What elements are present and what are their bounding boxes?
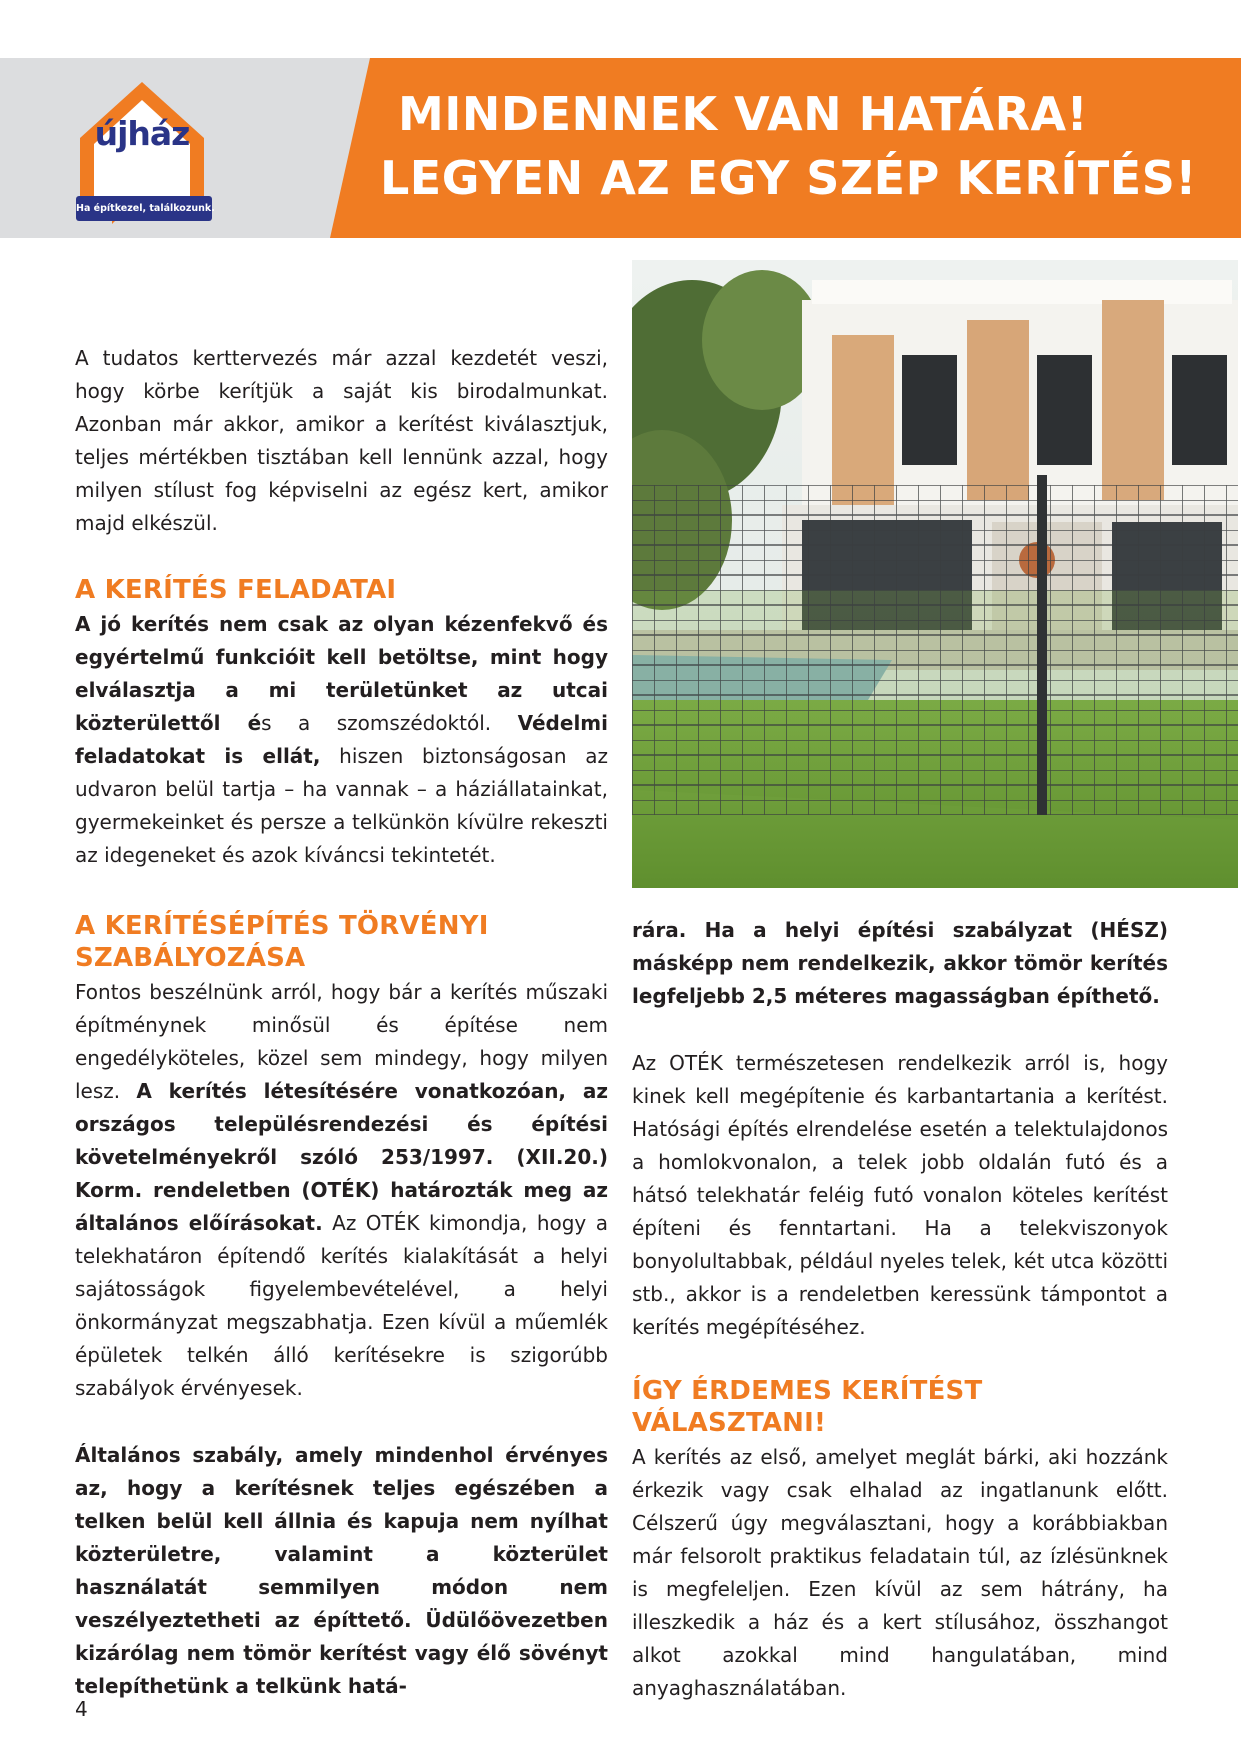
heading-line-1: A KERÍTÉSÉPÍTÉS TÖRVÉNYI — [75, 911, 489, 941]
section-paragraph — [632, 914, 1168, 1013]
bold-text: A kerítés létesítésére vonatkozóan, az országos településrendezési és építési követelményekről szóló 253/1997. (XII.20.) Korm. rendeletben (OTÉK) határozták meg az általános előírásokat. — [75, 1079, 608, 1235]
body-text: Fontos beszélnünk arról, hogy bár a kerítés műszaki építménynek minősül és építése nem engedélyköteles, közel sem mindegy, hogy milyen lesz. — [75, 980, 608, 1103]
heading-line-2: SZABÁLYOZÁSA — [75, 943, 306, 973]
section-heading: ÍGY ÉRDEMES KERÍTÉST VÁLASZTANI! — [632, 1376, 983, 1438]
house-fence-photo — [632, 260, 1238, 888]
body-text: hiszen biztonságosan az udvaron belül tartja – ha vannak – a háziállatainkat, gyermekeinket és persze a telkünkön kívülre rekeszti az idegeneket és azok kíváncsi tekintetét. — [75, 744, 608, 867]
body-text: Az OTÉK kimondja, hogy a telekhatáron építendő kerítés kialakítását a helyi sajátosságok figyelembevételével, a helyi önkormányzat megszabhatja. Ezen kívül a műemlék épületek telkén álló kerítésekre is szigorúbb szabályok érvényesek. — [75, 1211, 608, 1400]
section-how-to-choose — [632, 1375, 1168, 1705]
intro-paragraph-block — [75, 342, 608, 540]
intro-paragraph: A tudatos kerttervezés már azzal kezdetét veszi, hogy körbe kerítjük a saját kis birodalmunkat. Azonban már akkor, amikor a kerítést kiválasztjuk, teljes mértékben tisztában kell lennünk azzal, hogy milyen stílust fog képviselni az egész kert, amikor majd elkészül. — [75, 346, 608, 535]
body-text: s a szomszédoktól. — [261, 711, 518, 735]
regulation-continued — [632, 914, 1168, 1344]
section-paragraph — [75, 608, 608, 872]
bold-text: Védelmi feladatokat is ellát, — [75, 711, 608, 768]
section-fence-functions — [75, 574, 608, 872]
section-paragraph — [75, 976, 608, 1405]
section-heading: A KERÍTÉS FELADATAI — [75, 575, 397, 605]
bold-text: A jó kerítés nem csak az olyan kézenfekvő és egyértelmű funkcióit kell betöltse, mint hogy elválasztja a mi területünket az utcai közterülettől é — [75, 612, 608, 735]
page-number: 4 — [75, 1697, 88, 1721]
bold-text: Általános szabály, amely mindenhol érvényes az, hogy a kerítésnek teljes egészében a telken belül kell állnia és kapuja nem nyílhat közterületre, valamint a közterület használatát semmilyen módon nem veszélyeztetheti az építtető. Üdülőövezetben kizárólag nem tömör kerítést vagy élő sövényt telepíthetünk a telkünk hatá- — [75, 1443, 608, 1698]
section-paragraph: A kerítés az első, amelyet meglát bárki, aki hozzánk érkezik vagy csak elhalad az ingatlanunk előtt. Célszerű úgy megválasztani, hogy a korábbiakban már felsorolt praktikus feladatain túl, az ízlésünknek is megfeleljen. Ezen kívül az sem hátrány, ha illeszkedik a ház és a kert stílusához, összhangot alkot azokkal mind hangulatában, mind anyaghasználatában. — [632, 1445, 1168, 1700]
logo-tagline: Ha építkezel, találkozunk. — [76, 196, 212, 221]
section-fence-regulation — [75, 910, 608, 1703]
title-line-2: LEGYEN AZ EGY SZÉP KERÍTÉS! — [380, 151, 1197, 205]
title-line-1: MINDENNEK VAN HATÁRA! — [398, 87, 1089, 141]
section-paragraph: Az OTÉK természetesen rendelkezik arról is, hogy kinek kell megépítenie és karbantartania a kerítést. Hatósági építés elrendelése esetén a telektulajdonos a homlokvonalon, a telek jobb oldalán futó és a hátsó telekhatár feléig futó vonalon köteles kerítést építeni és fenntartani. Ha a telekviszonyok bonyolultabbak, például nyeles telek, két utca közötti stb., akkor is a rendeletben keressünk támpontot a kerítés megépítéséhez. — [632, 1051, 1168, 1339]
bold-text: rára. Ha a helyi építési szabályzat (HÉSZ) másképp nem rendelkezik, akkor tömör kerítés legfeljebb 2,5 méteres magasságban építhető. — [632, 918, 1168, 1008]
logo-name: újház — [94, 114, 190, 153]
page-title — [380, 82, 1220, 210]
section-paragraph — [75, 1439, 608, 1703]
section-heading — [75, 910, 608, 974]
